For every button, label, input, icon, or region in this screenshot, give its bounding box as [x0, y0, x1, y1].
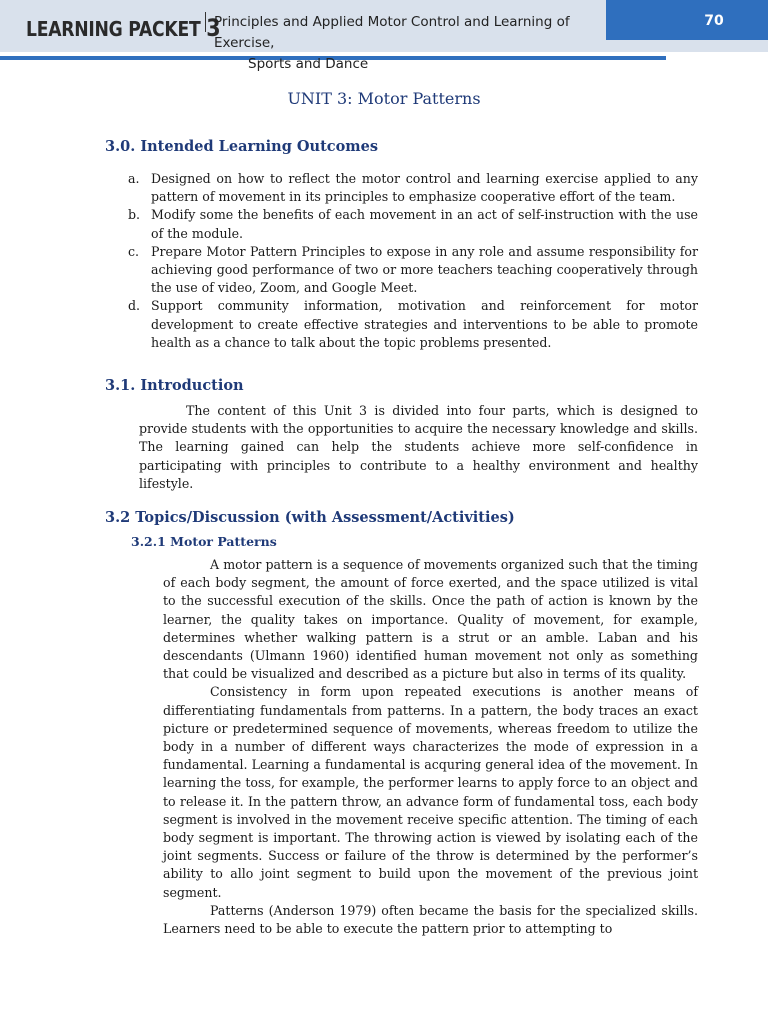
- course-title: [214, 12, 634, 75]
- list-item: [128, 206, 698, 242]
- body-paragraph: Consistency in form upon repeated executions is another means of differentiating fundamentals from patterns. In a pattern, the body traces an exact picture or predetermined sequence of movements, whereas freedom to utilize the body in a number of different ways characterizes the mode of expression in a fundamental. Learning a fundamental is acquring general idea of the movement. In learning the toss, for example, the performer learns to apply force to an object and to release it. In the pattern throw, an advance form of fundamental toss, each body segment is involved in the movement receive specific attention. The timing of each body segment is important. The throwing action is viewed by isolating each of the joint segments. Success or failure of the throw is determined by the performer’s ability to allo joint segment to build upon the movement of the previous joint segment.: [163, 684, 698, 900]
- introduction-paragraph: The content of this Unit 3 is divided into four parts, which is designed to provide students with the opportunities to acquire the necessary knowledge and skills. The learning gained can help the students achieve more self-confidence in participating with principles to contribute to a healthy environment and healthy lifestyle.: [139, 403, 698, 491]
- header-separator: [205, 12, 206, 32]
- list-letter: c.: [128, 243, 140, 259]
- outcomes-list: [128, 170, 698, 352]
- list-item-text: Support community information, motivation and reinforcement for motor development to create effective strategies and interventions to be able to promote health as a chance to talk about the topic problems presented.: [151, 298, 698, 350]
- course-title-line1: Principles and Applied Motor Control and Learning of Exercise,: [214, 14, 570, 51]
- list-item-text: Designed on how to reflect the motor control and learning exercise applied to any pattern of movement in its principles to emphasize cooperative effort of the team.: [151, 171, 698, 205]
- list-item: [128, 297, 698, 352]
- topics-heading: 3.2 Topics/Discussion (with Assessment/Activities): [105, 509, 515, 526]
- list-letter: d.: [128, 298, 141, 314]
- list-item-text: Prepare Motor Pattern Principles to expose in any role and assume responsibility for achieving good performance of two or more teachers teaching cooperatively through the use of video, Zoom, and Google Meet.: [151, 243, 698, 296]
- motor-patterns-subheading: 3.2.1 Motor Patterns: [131, 534, 277, 549]
- list-item: [128, 243, 698, 298]
- list-item: [128, 170, 698, 206]
- body-paragraph: A motor pattern is a sequence of movements organized such that the timing of each body segment, the amount of force exerted, and the space utilized is vital to the successful execution of the skills. Once the path of action is known by the learner, the quality takes on importance. Quality of movement, for example, determines whether walking pattern is a strut or an amble. Laban and his descendants (Ulmann 1960) identified human movement not only as something that could be visualized and described as a picture but also in terms of its quality.: [163, 557, 698, 682]
- course-title-line2: Sports and Dance: [248, 56, 369, 72]
- motor-patterns-body: [163, 556, 698, 938]
- unit-title: UNIT 3: Motor Patterns: [287, 89, 481, 108]
- body-paragraph: Patterns (Anderson 1979) often became the basis for the specialized skills. Learners need to be able to execute the pattern prior to attempting to: [163, 902, 698, 937]
- introduction-heading: 3.1. Introduction: [105, 377, 244, 394]
- outcomes-heading: 3.0. Intended Learning Outcomes: [105, 138, 379, 155]
- introduction-body: [139, 402, 698, 493]
- packet-brand: [26, 14, 220, 42]
- list-letter: b.: [128, 207, 141, 223]
- list-item-text: Modify some the benefits of each movement in an act of self-instruction with the use of the module.: [151, 207, 698, 241]
- page-number: 70: [704, 13, 724, 29]
- brand-text: LEARNING PACKET: [26, 17, 201, 41]
- packet-number: 3: [206, 14, 221, 42]
- list-letter: a.: [128, 171, 140, 186]
